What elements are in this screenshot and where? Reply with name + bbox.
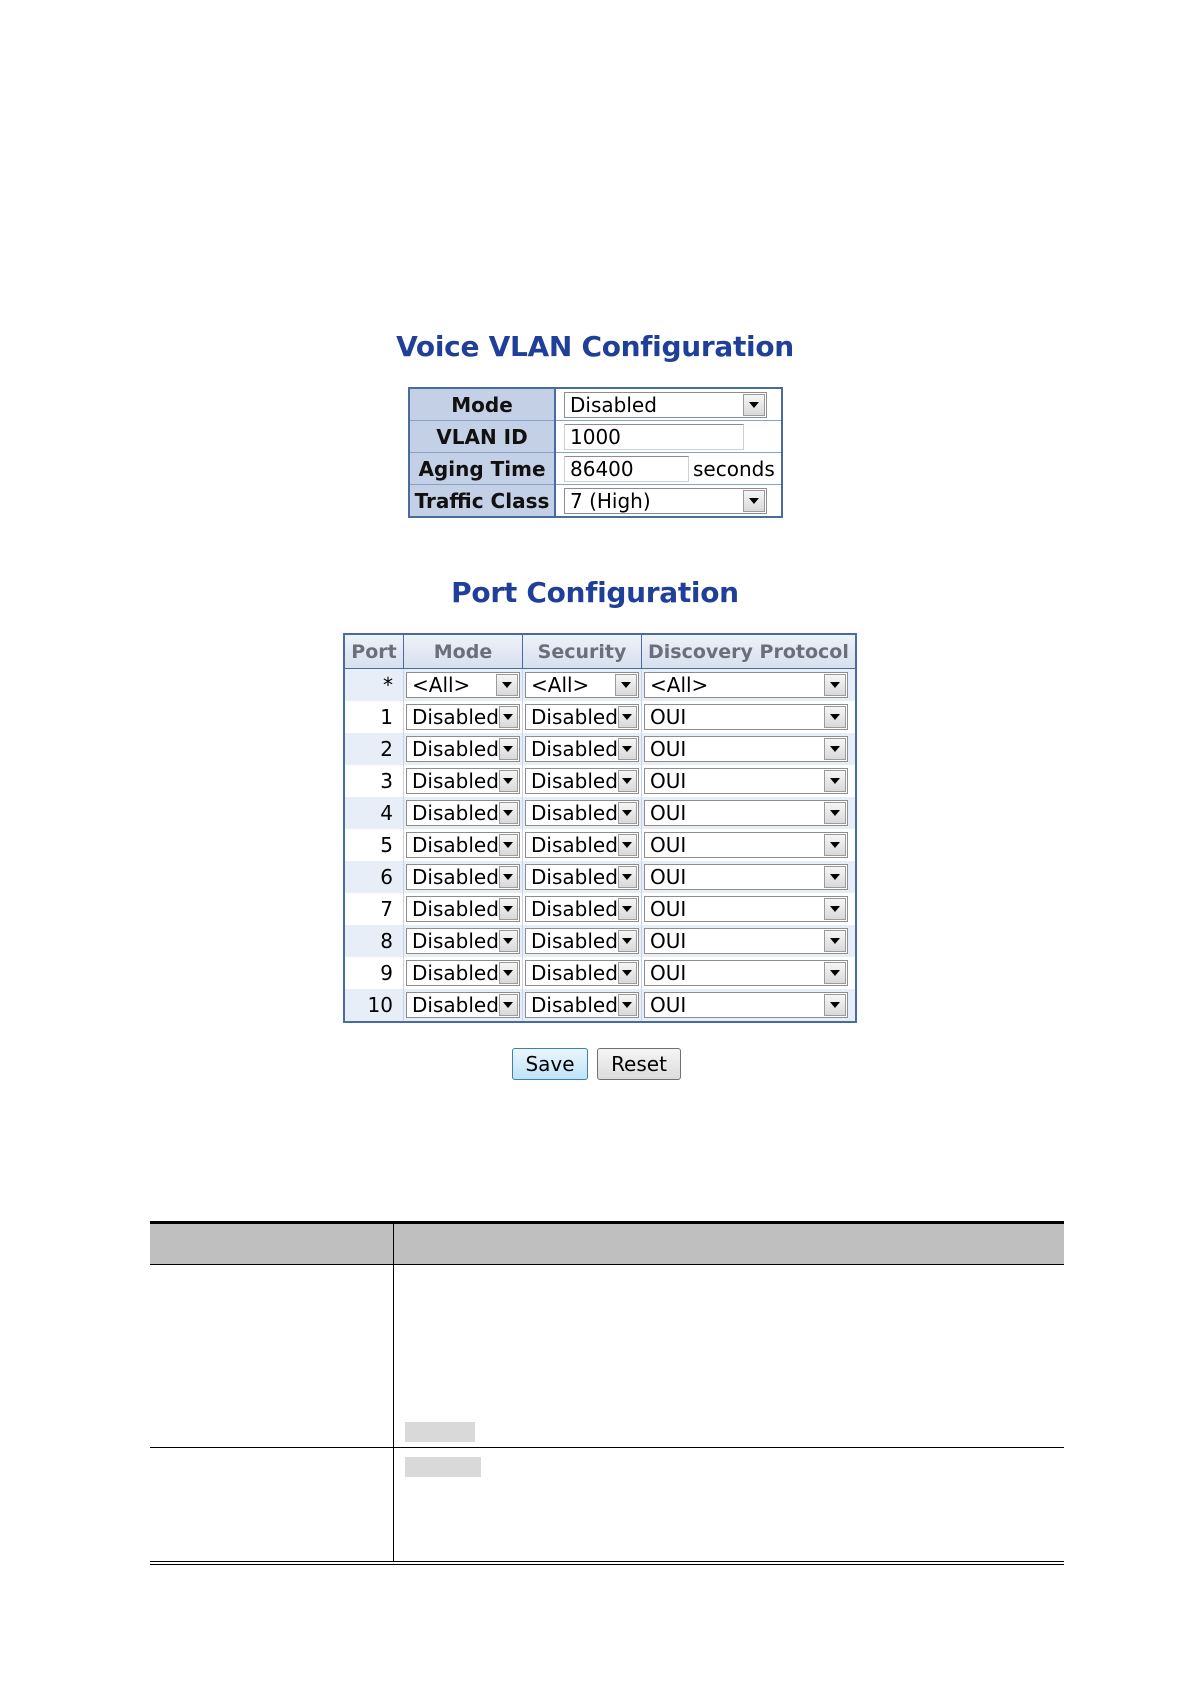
port-row (344, 925, 856, 957)
port-mode-select[interactable] (406, 896, 520, 922)
port-discovery-select[interactable] (644, 768, 848, 794)
security-column-header: Security (523, 634, 642, 669)
port-security-select[interactable] (525, 864, 639, 890)
chevron-down-icon (499, 738, 518, 760)
select-value: Disabled (531, 769, 618, 793)
port-number: 5 (344, 829, 404, 861)
mode-column-header: Mode (404, 634, 523, 669)
port-discovery-select[interactable] (644, 896, 848, 922)
port-number: 8 (344, 925, 404, 957)
select-value: Disabled (412, 897, 499, 921)
all-discovery-select[interactable] (644, 672, 848, 698)
chevron-down-icon (618, 770, 637, 792)
port-discovery-select[interactable] (644, 736, 848, 762)
all-mode-select[interactable] (406, 672, 520, 698)
chevron-down-icon (618, 866, 637, 888)
port-row (344, 893, 856, 925)
voice-vlan-title: Voice VLAN Configuration (396, 330, 794, 363)
port-security-select[interactable] (525, 800, 639, 826)
chevron-down-icon (618, 898, 637, 920)
voice-vlan-config-table (408, 387, 783, 518)
port-mode-select[interactable] (406, 800, 520, 826)
select-value: Disabled (412, 801, 499, 825)
select-value: OUI (650, 897, 687, 921)
port-number: 1 (344, 701, 404, 733)
chevron-down-icon (824, 802, 846, 824)
all-security-select[interactable] (525, 672, 639, 698)
parameter-row (150, 1265, 1064, 1448)
port-row (344, 797, 856, 829)
aging-time-input[interactable]: 86400 (564, 456, 689, 482)
chevron-down-icon (618, 802, 637, 824)
mode-label: Mode (409, 388, 555, 421)
port-config-title: Port Configuration (451, 576, 739, 609)
port-row (344, 765, 856, 797)
chevron-down-icon (743, 394, 765, 416)
select-value: <All> (531, 673, 590, 697)
select-value: Disabled (412, 993, 499, 1017)
parameter-row (150, 1448, 1064, 1565)
select-value: Disabled (531, 833, 618, 857)
select-value: Disabled (412, 865, 499, 889)
port-mode-select[interactable] (406, 928, 520, 954)
chevron-down-icon (499, 866, 518, 888)
select-value: Disabled (531, 737, 618, 761)
parameter-table-header (150, 1224, 1064, 1265)
select-value: Disabled (531, 801, 618, 825)
select-value: <All> (412, 673, 471, 697)
chevron-down-icon (499, 706, 518, 728)
vlan-id-label: VLAN ID (409, 421, 555, 453)
chevron-down-icon (496, 674, 518, 696)
select-value: OUI (650, 833, 687, 857)
select-value: Disabled (412, 769, 499, 793)
port-mode-select[interactable] (406, 832, 520, 858)
select-value: Disabled (531, 897, 618, 921)
port-mode-select[interactable] (406, 864, 520, 890)
chevron-down-icon (824, 994, 846, 1016)
save-button[interactable]: Save (512, 1048, 588, 1080)
select-value: Disabled (531, 705, 618, 729)
chevron-down-icon (499, 834, 518, 856)
select-value: OUI (650, 705, 687, 729)
traffic-class-select[interactable] (564, 488, 767, 514)
port-number: 2 (344, 733, 404, 765)
port-security-select[interactable] (525, 736, 639, 762)
port-number: 6 (344, 861, 404, 893)
chevron-down-icon (824, 738, 846, 760)
chevron-down-icon (499, 898, 518, 920)
port-row (344, 733, 856, 765)
all-ports-row (344, 669, 856, 702)
select-value: Disabled (531, 865, 618, 889)
port-column-header: Port (344, 634, 404, 669)
port-row (344, 701, 856, 733)
select-value: Disabled (412, 929, 499, 953)
select-value: OUI (650, 961, 687, 985)
port-number: 10 (344, 989, 404, 1022)
port-security-select[interactable] (525, 960, 639, 986)
chevron-down-icon (499, 770, 518, 792)
select-value: Disabled (531, 929, 618, 953)
port-discovery-select[interactable] (644, 992, 848, 1018)
chevron-down-icon (824, 930, 846, 952)
chevron-down-icon (824, 962, 846, 984)
discovery-column-header: Discovery Protocol (642, 634, 856, 669)
chevron-down-icon (824, 866, 846, 888)
port-row (344, 989, 856, 1022)
chevron-down-icon (618, 930, 637, 952)
port-discovery-select[interactable] (644, 832, 848, 858)
port-number: 3 (344, 765, 404, 797)
port-mode-select[interactable] (406, 704, 520, 730)
port-number: 9 (344, 957, 404, 989)
chevron-down-icon (618, 738, 637, 760)
chevron-down-icon (618, 962, 637, 984)
port-security-select[interactable] (525, 832, 639, 858)
select-value: Disabled (412, 705, 499, 729)
port-row (344, 957, 856, 989)
chevron-down-icon (618, 994, 637, 1016)
chevron-down-icon (824, 674, 846, 696)
select-value: Disabled (531, 993, 618, 1017)
chevron-down-icon (499, 930, 518, 952)
traffic-class-select-value: 7 (High) (570, 488, 651, 513)
aging-time-label: Aging Time (409, 453, 555, 485)
port-discovery-select[interactable] (644, 960, 848, 986)
port-mode-select[interactable] (406, 736, 520, 762)
reset-button[interactable]: Reset (597, 1048, 681, 1080)
select-value: Disabled (412, 833, 499, 857)
select-value: Disabled (531, 961, 618, 985)
mode-select[interactable] (564, 392, 767, 418)
port-security-select[interactable] (525, 768, 639, 794)
chevron-down-icon (618, 706, 637, 728)
select-value: OUI (650, 737, 687, 761)
port-mode-select[interactable] (406, 768, 520, 794)
chevron-down-icon (618, 834, 637, 856)
chevron-down-icon (824, 898, 846, 920)
select-value: <All> (650, 673, 709, 697)
select-value: OUI (650, 993, 687, 1017)
port-row (344, 829, 856, 861)
port-number: 4 (344, 797, 404, 829)
chevron-down-icon (499, 994, 518, 1016)
port-discovery-select[interactable] (644, 928, 848, 954)
port-security-select[interactable] (525, 992, 639, 1018)
parameter-table (150, 1221, 1064, 1565)
chevron-down-icon (499, 802, 518, 824)
chevron-down-icon (615, 674, 637, 696)
select-value: OUI (650, 929, 687, 953)
chevron-down-icon (824, 706, 846, 728)
port-mode-select[interactable] (406, 992, 520, 1018)
port-mode-select[interactable] (406, 960, 520, 986)
chevron-down-icon (824, 770, 846, 792)
mode-select-value: Disabled (570, 392, 657, 417)
port-security-select[interactable] (525, 704, 639, 730)
port-discovery-select[interactable] (644, 704, 848, 730)
aging-time-unit: seconds (693, 456, 775, 481)
vlan-id-input[interactable]: 1000 (564, 424, 744, 450)
select-value: OUI (650, 801, 687, 825)
port-security-select[interactable] (525, 896, 639, 922)
select-value: OUI (650, 769, 687, 793)
port-discovery-select[interactable] (644, 800, 848, 826)
chevron-down-icon (743, 490, 765, 512)
select-value: Disabled (412, 961, 499, 985)
port-number: 7 (344, 893, 404, 925)
select-value: Disabled (412, 737, 499, 761)
highlight-mark (405, 1422, 475, 1442)
port-row (344, 861, 856, 893)
traffic-class-label: Traffic Class (409, 485, 555, 518)
port-security-select[interactable] (525, 928, 639, 954)
select-value: OUI (650, 865, 687, 889)
chevron-down-icon (824, 834, 846, 856)
port-discovery-select[interactable] (644, 864, 848, 890)
chevron-down-icon (499, 962, 518, 984)
port-number: * (344, 669, 404, 702)
port-config-table (343, 633, 857, 1023)
